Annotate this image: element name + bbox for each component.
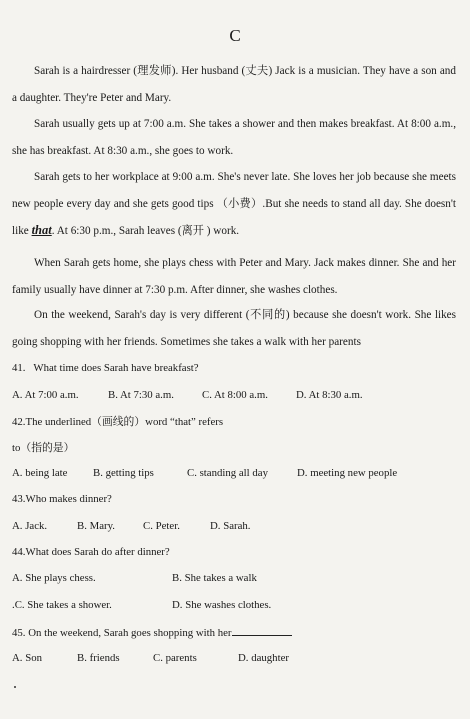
question-text: What does Sarah do after dinner? bbox=[25, 546, 170, 558]
option-44-d[interactable]: D. She washes clothes. bbox=[172, 599, 272, 611]
option-43-d[interactable]: D. Sarah. bbox=[210, 520, 251, 532]
passage-paragraph-3 bbox=[12, 164, 456, 245]
option-43-a[interactable]: A. Jack. bbox=[12, 520, 48, 532]
option-41-c[interactable]: C. At 8:00 a.m. bbox=[202, 389, 268, 401]
option-44-b[interactable]: B. She takes a walk bbox=[172, 572, 257, 584]
underlined-word: that bbox=[31, 223, 52, 237]
option-44-c[interactable]: .C. She takes a shower. bbox=[12, 599, 112, 611]
passage-paragraph-5: On the weekend, Sarah's day is very different (不同的) because she doesn't work. She likes going shopping with her friends. Sometimes she takes a walk with her parents bbox=[12, 309, 456, 348]
option-45-b[interactable]: B. friends bbox=[77, 652, 120, 664]
question-text: Who makes dinner? bbox=[25, 493, 112, 505]
section-title: C bbox=[229, 26, 241, 45]
question-number: 44. bbox=[12, 546, 26, 558]
question-text: The underlined（画线的）word “that” refers bbox=[25, 416, 224, 428]
question-42 bbox=[12, 414, 223, 429]
option-42-a[interactable]: A. being late bbox=[12, 467, 68, 479]
option-44-a[interactable]: A. She plays chess. bbox=[12, 572, 96, 584]
option-41-b[interactable]: B. At 7:30 a.m. bbox=[108, 389, 174, 401]
option-43-b[interactable]: B. Mary. bbox=[77, 520, 115, 532]
option-43-c[interactable]: C. Peter. bbox=[143, 520, 180, 532]
option-45-d[interactable]: D. daughter bbox=[238, 652, 289, 664]
option-41-d[interactable]: D. At 8:30 a.m. bbox=[296, 389, 363, 401]
question-42-continued: to（指的是） bbox=[12, 442, 75, 454]
question-number: 45. bbox=[12, 627, 26, 639]
answer-blank[interactable] bbox=[232, 625, 292, 636]
passage-paragraph-2: Sarah usually gets up at 7:00 a.m. She takes a shower and then makes breakfast. At 8:00 a.m., she has breakfast. At 8:30 a.m., she goes to work. bbox=[12, 118, 456, 157]
option-45-a[interactable]: A. Son bbox=[12, 652, 42, 664]
passage-paragraph-1: Sarah is a hairdresser (理发师). Her husband (丈夫) Jack is a musician. They have a son and a daughter. They're Peter and Mary. bbox=[12, 65, 456, 104]
question-45 bbox=[12, 625, 292, 639]
question-number: 43. bbox=[12, 493, 26, 505]
paragraph-3-text-end: . At 6:30 p.m., Sarah leaves (离开 ) work. bbox=[51, 225, 240, 237]
option-41-a[interactable]: A. At 7:00 a.m. bbox=[12, 389, 79, 401]
option-42-d[interactable]: D. meeting new people bbox=[297, 467, 398, 479]
option-42-c[interactable]: C. standing all day bbox=[187, 467, 268, 479]
option-42-b[interactable]: B. getting tips bbox=[93, 467, 154, 479]
question-text: What time does Sarah have breakfast? bbox=[33, 362, 199, 374]
question-41 bbox=[12, 362, 199, 374]
paragraph-3-text: Sarah gets to her workplace at 9:00 a.m. She's never late. She loves her job because she meets new people every day and she gets good tips （小费）.But she needs to stand all day. She doesn't like bbox=[12, 171, 456, 237]
question-text: On the weekend, Sarah goes shopping with her bbox=[28, 627, 232, 639]
question-44 bbox=[12, 546, 170, 558]
question-43 bbox=[12, 493, 112, 505]
option-45-c[interactable]: C. parents bbox=[153, 652, 197, 664]
question-number: 41. bbox=[12, 362, 26, 374]
question-number: 42. bbox=[12, 416, 26, 428]
stray-dot bbox=[14, 686, 16, 688]
passage-paragraph-4: When Sarah gets home, she plays chess with Peter and Mary. Jack makes dinner. She and her family usually have dinner at 7:30 p.m. After dinner, she washes clothes. bbox=[12, 257, 456, 296]
